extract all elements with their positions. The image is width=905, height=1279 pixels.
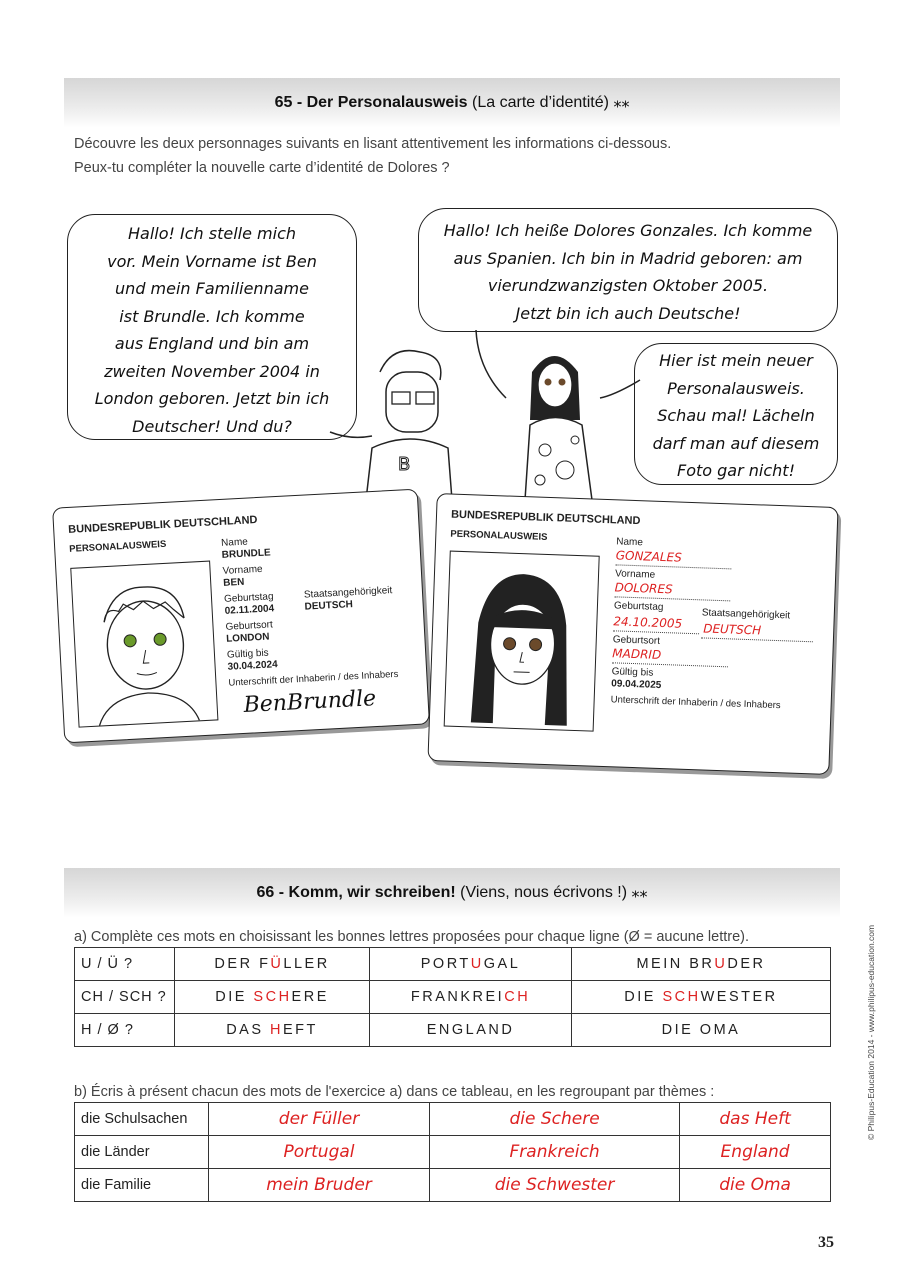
exercise-66-part-a-instruction: a) Complète ces mots en choisissant les bonnes lettres proposées pour chaque ligne (Ø = aucune lettre). bbox=[74, 929, 750, 945]
staat-label: Staatsangehörigkeit bbox=[701, 607, 791, 622]
theme-table bbox=[74, 1102, 831, 1202]
letter-choice-table bbox=[74, 947, 831, 1047]
gueltig-label: Gültig bis bbox=[226, 647, 269, 661]
intro-line-2: Peux-tu compléter la nouvelle carte d’identité de Dolores ? bbox=[74, 160, 450, 176]
gueltig-value: 30.04.2024 bbox=[227, 659, 278, 673]
name-label: Name bbox=[616, 536, 644, 549]
answer-cell[interactable]: die Schwester bbox=[430, 1169, 680, 1202]
intro-line-1: Découvre les deux personnages suivants en lisant attentivement les informations ci-dessous. bbox=[74, 136, 672, 152]
gueltig-value: 09.04.2025 bbox=[611, 678, 662, 692]
bubble-line: Foto gar nicht! bbox=[677, 461, 795, 480]
exercise-66-stars: ⁎⁎ bbox=[631, 884, 648, 901]
name-value: BRUNDLE bbox=[221, 547, 271, 561]
bubble-line: aus England und bin am bbox=[114, 334, 310, 353]
bubble-line: Deutscher! Und du? bbox=[132, 416, 292, 436]
bubble-line: Personalausweis. bbox=[667, 378, 805, 398]
theme-label: die Schulsachen bbox=[75, 1103, 209, 1136]
gueltig-label: Gültig bis bbox=[611, 666, 654, 679]
card-doc-type: PERSONALAUSWEIS bbox=[450, 528, 548, 543]
ben-signature: BenBrundle bbox=[243, 686, 377, 718]
word-cell[interactable]: DIE SCHERE bbox=[175, 981, 370, 1014]
exercise-66-title: Komm, wir schreiben! bbox=[288, 884, 456, 901]
bubble-line: vierundzwanzigsten Oktober 2005. bbox=[487, 276, 769, 295]
word-cell[interactable]: FRANKREICH bbox=[370, 981, 572, 1014]
bubble-line: Schau mal! Lächeln bbox=[657, 406, 815, 425]
word-cell[interactable]: DAS HEFT bbox=[175, 1014, 370, 1047]
answer-cell[interactable]: die Oma bbox=[680, 1169, 831, 1202]
exercise-65-header: 65 - Der Personalausweis (La carte d’identité) ⁎⁎ bbox=[64, 78, 840, 128]
word-cell[interactable]: DER FÜLLER bbox=[175, 948, 370, 981]
table-row bbox=[75, 1103, 831, 1136]
answer-cell[interactable]: Portugal bbox=[209, 1136, 430, 1169]
exercise-66-number: 66 bbox=[256, 884, 275, 901]
bubble-line: Jetzt bin ich auch Deutsche! bbox=[515, 303, 741, 323]
word-cell[interactable]: DIE OMA bbox=[571, 1014, 830, 1047]
characters-illustration bbox=[0, 0, 905, 520]
bubble-line: vor. Mein Vorname ist Ben bbox=[107, 251, 317, 271]
ben-figure-icon bbox=[366, 351, 452, 500]
card-country: BUNDESREPUBLIK DEUTSCHLAND bbox=[67, 514, 258, 536]
word-cell[interactable]: PORTUGAL bbox=[370, 948, 572, 981]
bubble-line: darf man auf diesem bbox=[652, 433, 820, 453]
staat-value: DEUTSCH bbox=[304, 599, 354, 613]
table-row bbox=[75, 1136, 831, 1169]
exercise-66-part-b-instruction: b) Écris à présent chacun des mots de l'exercice a) dans ce tableau, en les regroupant par thèmes : bbox=[74, 1084, 715, 1100]
exercise-65-number: 65 bbox=[274, 94, 293, 111]
bubble-line: Hallo! Ich stelle mich bbox=[128, 224, 296, 243]
answer-cell[interactable]: England bbox=[680, 1136, 831, 1169]
theme-label: die Familie bbox=[75, 1169, 209, 1202]
staat-value[interactable]: DEUTSCH bbox=[702, 621, 762, 638]
copyright-note: © Philipus-Education 2014 - www.philipus-education.com bbox=[866, 924, 876, 1140]
dolores-photo bbox=[444, 551, 600, 732]
unterschrift-label: Unterschrift der Inhaberin / des Inhabers bbox=[610, 694, 781, 712]
answer-cell[interactable]: das Heft bbox=[680, 1103, 831, 1136]
geburtsort-value[interactable]: MADRID bbox=[612, 646, 662, 662]
answer-cell[interactable]: der Füller bbox=[209, 1103, 430, 1136]
answer-cell[interactable]: Frankreich bbox=[430, 1136, 680, 1169]
bubble-line: und mein Familienname bbox=[115, 279, 309, 298]
page-number: 35 bbox=[818, 1234, 834, 1251]
word-cell[interactable]: ENGLAND bbox=[370, 1014, 572, 1047]
vorname-value: BEN bbox=[222, 576, 245, 589]
table-row bbox=[75, 981, 831, 1014]
exercise-65-subtitle: (La carte d’identité) bbox=[472, 94, 609, 111]
vorname-label: Vorname bbox=[614, 568, 656, 581]
answer-cell[interactable]: mein Bruder bbox=[209, 1169, 430, 1202]
geburtstag-label: Geburtstag bbox=[223, 591, 274, 605]
bubble-line: zweiten November 2004 in bbox=[104, 361, 320, 381]
answer-cell[interactable]: die Schere bbox=[430, 1103, 680, 1136]
dolores-figure-icon bbox=[525, 356, 592, 500]
geburtsort-value: LONDON bbox=[225, 631, 270, 645]
card-country: BUNDESREPUBLIK DEUTSCHLAND bbox=[450, 508, 641, 528]
dolores-id-card bbox=[427, 493, 838, 775]
ben-photo bbox=[70, 561, 218, 728]
bubble-line: Hallo! Ich heiße Dolores Gonzales. Ich komme bbox=[443, 221, 813, 240]
exercise-65-title: Der Personalausweis bbox=[306, 94, 468, 111]
staat-label: Staatsangehörigkeit bbox=[303, 585, 393, 601]
row-label: U / Ü ? bbox=[75, 948, 175, 981]
row-label: H / Ø ? bbox=[75, 1014, 175, 1047]
staat-answer-line bbox=[701, 637, 813, 642]
geburtstag-label: Geburtstag bbox=[613, 600, 664, 614]
geburtstag-value[interactable]: 24.10.2005 bbox=[613, 614, 683, 631]
row-label: CH / SCH ? bbox=[75, 981, 175, 1014]
bubble-line: ist Brundle. Ich komme bbox=[119, 306, 305, 326]
word-cell[interactable]: MEIN BRUDER bbox=[571, 948, 830, 981]
card-doc-type: PERSONALAUSWEIS bbox=[68, 538, 167, 555]
table-row bbox=[75, 1169, 831, 1202]
geburtstag-answer-line bbox=[613, 630, 699, 634]
word-cell[interactable]: DIE SCHWESTER bbox=[571, 981, 830, 1014]
exercise-66-subtitle: (Viens, nous écrivons !) bbox=[460, 884, 628, 901]
name-value[interactable]: GONZALES bbox=[615, 548, 682, 565]
bubble-line: aus Spanien. Ich bin in Madrid geboren: am bbox=[453, 248, 803, 268]
bubble-line: London geboren. Jetzt bin ich bbox=[94, 389, 330, 408]
bubble-line: Hier ist mein neuer bbox=[659, 351, 813, 370]
dolores-portrait-icon bbox=[445, 552, 599, 731]
exercise-65-stars: ⁎⁎ bbox=[613, 94, 630, 111]
table-row bbox=[75, 1014, 831, 1047]
table-row bbox=[75, 948, 831, 981]
svg-text:B: B bbox=[398, 454, 411, 475]
ben-portrait-icon bbox=[71, 562, 217, 727]
theme-label: die Länder bbox=[75, 1136, 209, 1169]
unterschrift-label: Unterschrift der Inhaberin / des Inhabers bbox=[228, 668, 399, 689]
vorname-label: Vorname bbox=[222, 563, 263, 577]
name-label: Name bbox=[220, 536, 249, 549]
geburtstag-value: 02.11.2004 bbox=[224, 603, 275, 617]
geburtsort-label: Geburtsort bbox=[225, 619, 274, 633]
exercise-66-header: 66 - Komm, wir schreiben! (Viens, nous écrivons !) ⁎⁎ bbox=[64, 868, 840, 918]
ben-id-card bbox=[52, 489, 430, 744]
vorname-value[interactable]: DOLORES bbox=[614, 580, 673, 597]
geburtsort-label: Geburtsort bbox=[612, 634, 661, 647]
